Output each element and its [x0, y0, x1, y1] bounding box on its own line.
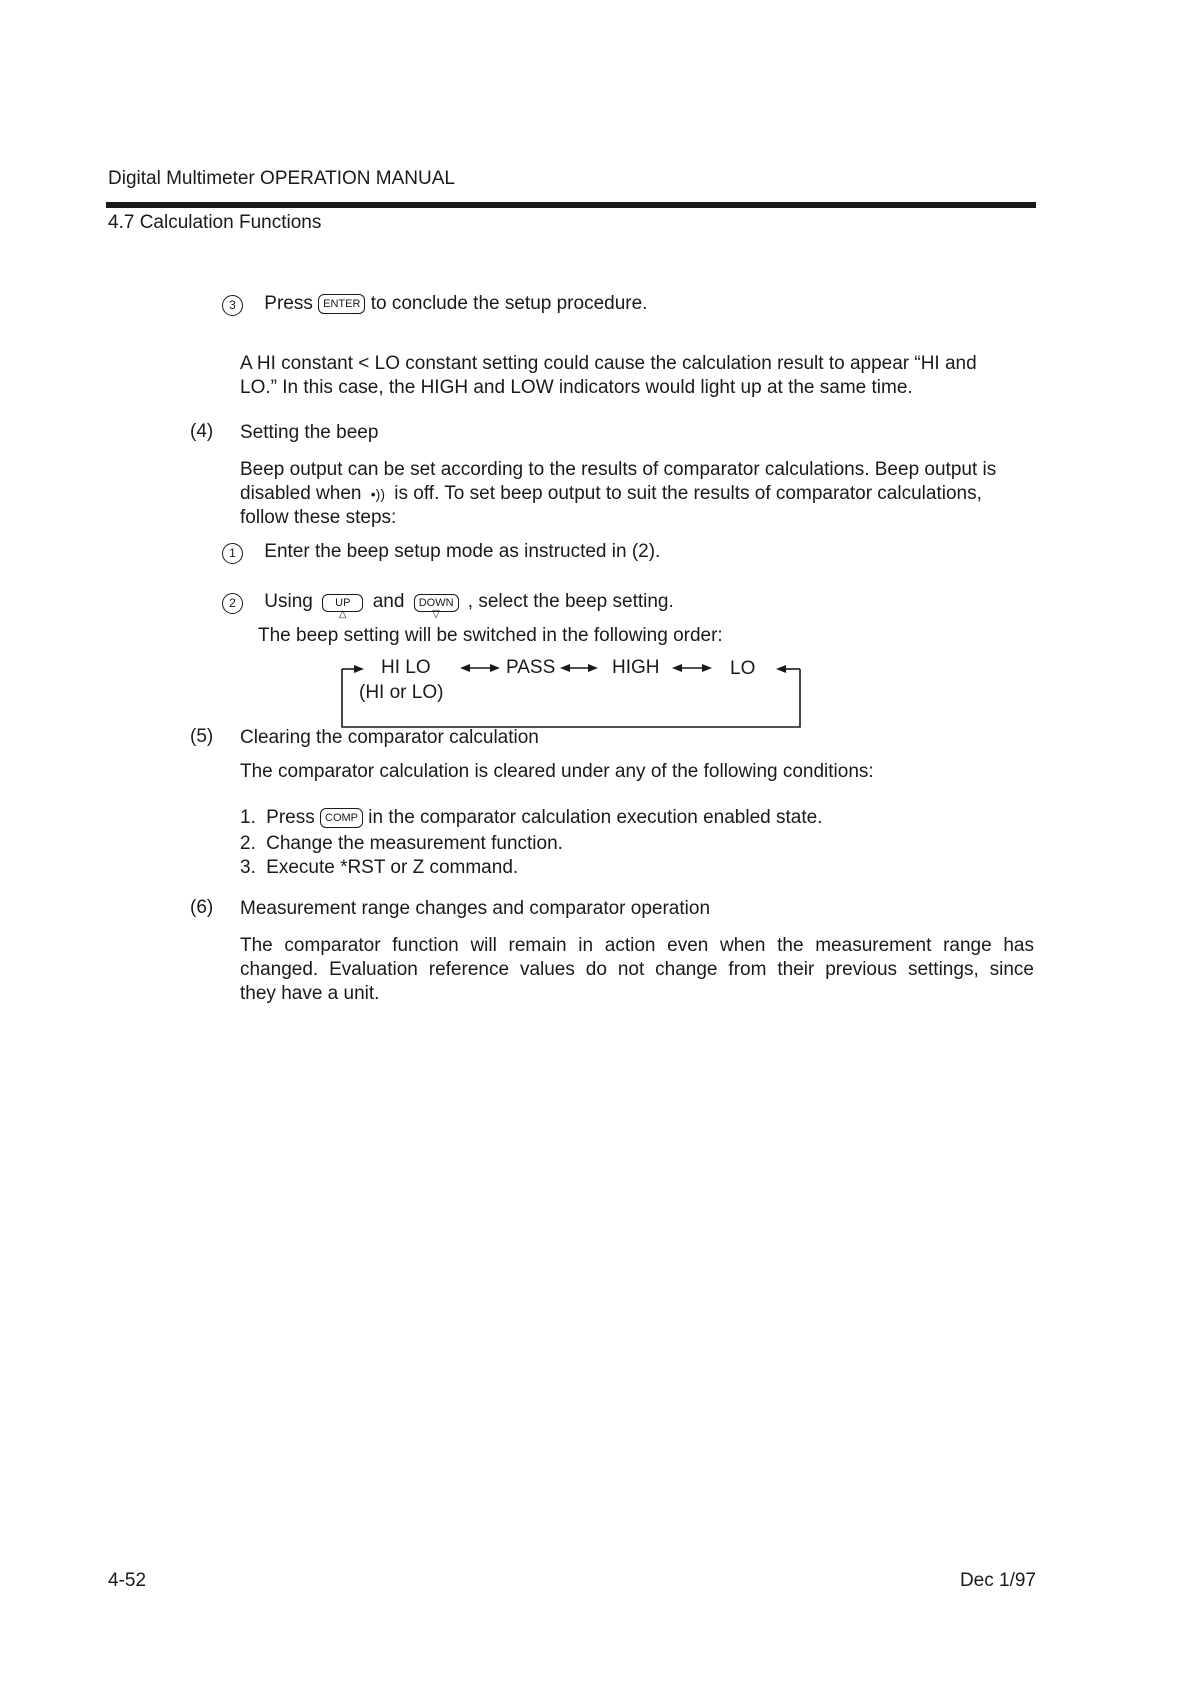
list-item-number: 1. — [240, 807, 256, 828]
down-key-icon — [414, 594, 459, 620]
up-triangle-icon: △ — [338, 609, 347, 620]
step-3 — [222, 292, 647, 316]
step-1 — [222, 540, 660, 564]
hilo-note-line-1: A HI constant < LO constant setting could cause the calculation result to appear “HI and — [240, 353, 977, 374]
item-5-intro: The comparator calculation is cleared under any of the following conditions: — [240, 761, 874, 782]
list-item-text: Execute *RST or Z command. — [266, 857, 519, 878]
item-5-number: (5) — [190, 726, 214, 747]
item-4-number: (4) — [190, 421, 214, 442]
header-rule — [106, 202, 1036, 208]
step-1-text: Enter the beep setup mode as instructed in (2). — [264, 541, 661, 562]
beep-icon: •)) — [370, 486, 385, 502]
list-item — [240, 832, 822, 856]
item-6-number: (6) — [190, 897, 214, 918]
list-item-text: Change the measurement function. — [266, 833, 563, 854]
enter-key-icon: ENTER — [318, 294, 365, 314]
order-intro: The beep setting will be switched in the following order: — [258, 625, 723, 646]
down-triangle-icon: ▽ — [432, 609, 440, 620]
item-5-title: Clearing the comparator calculation — [240, 727, 539, 748]
list-item — [240, 856, 822, 880]
step-marker-2: 2 — [222, 593, 243, 614]
list-item-number: 2. — [240, 833, 256, 854]
step-3-text: to conclude the setup procedure. — [370, 293, 648, 314]
item-4-para-line-3: follow these steps: — [240, 507, 397, 528]
list-item-post: in the comparator calculation execution enabled state. — [368, 807, 823, 828]
list-item-number: 3. — [240, 857, 256, 878]
section-title: 4.7 Calculation Functions — [108, 212, 322, 233]
step-2-and: and — [372, 591, 405, 612]
step-2-using: Using — [264, 591, 313, 612]
step-marker-1: 1 — [222, 543, 243, 564]
down-key-label: DOWN — [414, 594, 459, 612]
order-lo: LO — [730, 658, 756, 679]
order-hi-lo: HI LO — [381, 657, 431, 678]
manual-title: Digital Multimeter OPERATION MANUAL — [108, 168, 455, 189]
hilo-note-line-2: LO.” In this case, the HIGH and LOW indicators would light up at the same time. — [240, 377, 913, 398]
step-2 — [222, 590, 674, 620]
item-4-para-line-2 — [240, 482, 982, 506]
item-4-para-line-2b: is off. To set beep output to suit the results of comparator calculations, — [394, 483, 982, 504]
order-pass: PASS — [506, 657, 556, 678]
beep-order-diagram — [338, 654, 818, 728]
step-marker-3: 3 — [222, 295, 243, 316]
order-hi-lo-sub: (HI or LO) — [359, 682, 444, 703]
comp-key-icon: COMP — [320, 808, 363, 828]
item-6-para-line-3: they have a unit. — [240, 983, 380, 1004]
up-key-label: UP — [322, 594, 363, 612]
item-6-title: Measurement range changes and comparator operation — [240, 898, 711, 919]
step-3-press: Press — [264, 293, 313, 314]
item-4-para-line-2a: disabled when — [240, 483, 362, 504]
order-high: HIGH — [612, 657, 660, 678]
item-6-para-line-1: The comparator function will remain in action even when the measurement range has — [240, 935, 1034, 956]
up-key-icon — [322, 594, 363, 620]
clear-conditions-list — [240, 806, 822, 880]
revision-date: Dec 1/97 — [959, 1570, 1036, 1591]
item-4-title: Setting the beep — [240, 422, 379, 443]
page-number: 4-52 — [108, 1570, 147, 1591]
item-4-para-line-1: Beep output can be set according to the results of comparator calculations. Beep output is — [240, 459, 997, 480]
step-2-text: , select the beep setting. — [467, 591, 674, 612]
item-6-para-line-2: changed. Evaluation reference values do not change from their previous settings, since — [240, 959, 1034, 980]
list-item-pre: Press — [266, 807, 315, 828]
list-item — [240, 806, 822, 832]
